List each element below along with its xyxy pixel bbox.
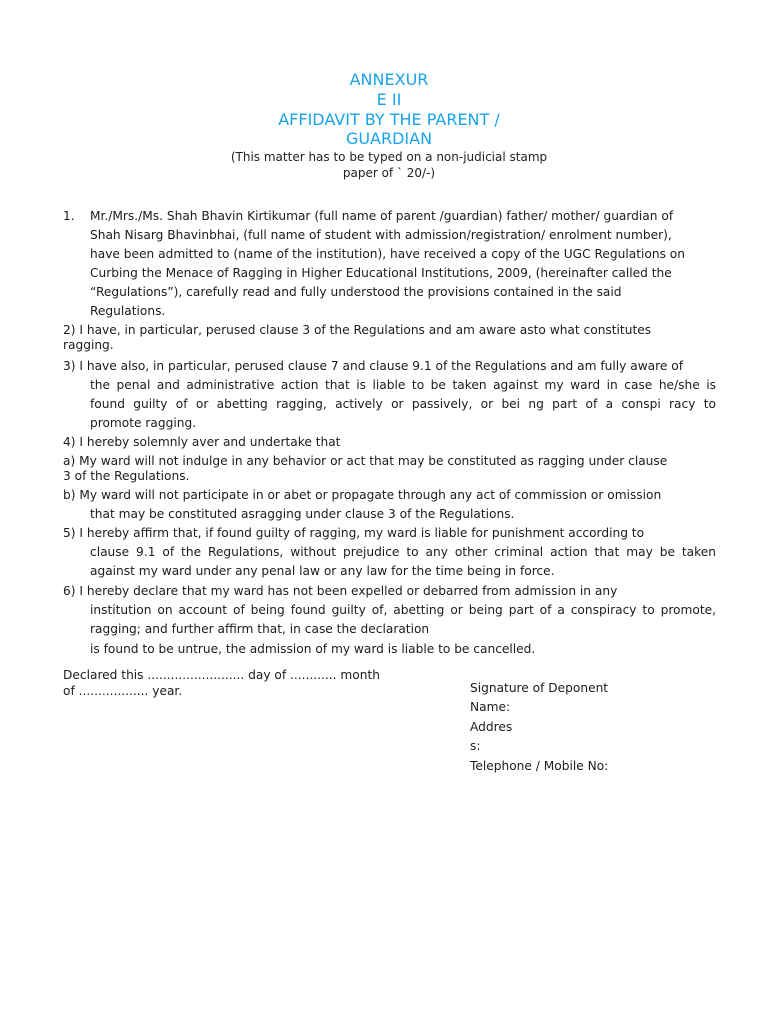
- annexure-title-line1: ANNEXUR: [349, 70, 429, 89]
- para6-line: ragging; and further affirm that, in case the declaration: [90, 622, 430, 636]
- para2-line2: ragging.: [63, 338, 114, 352]
- declared-line1: Declared this ......................... day of ............ month: [63, 668, 380, 682]
- para6-line1: 6) I hereby declare that my ward has not been expelled or debarred from admission in any: [63, 584, 618, 598]
- para1-line: Shah Nisarg Bhavinbhai, (full name of student with admission/registration/ enrolment number),: [90, 228, 672, 242]
- para1-line: have been admitted to (name of the institution), have received a copy of the UGC Regulations on: [90, 247, 685, 261]
- para1-line: “Regulations”), carefully read and fully understood the provisions contained in the said: [90, 285, 622, 299]
- para2-line1: 2) I have, in particular, perused clause 3 of the Regulations and am aware asto what constitutes: [63, 323, 652, 337]
- address-field-label-part1: Addres: [470, 720, 513, 734]
- para1-line: Mr./Mrs./Ms. Shah Bhavin Kirtikumar (full name of parent /guardian) father/ mother/ guardian of: [90, 209, 674, 223]
- para5-line: clause 9.1 of the Regulations, without prejudice to any other criminal action that may be taken: [90, 545, 716, 559]
- para4-line1: 4) I hereby solemnly aver and undertake that: [63, 435, 341, 449]
- para3-line: promote ragging.: [90, 416, 197, 430]
- para6-line: institution on account of being found guilty of, abetting or being part of a conspiracy to promote,: [90, 603, 716, 617]
- para-b-line1: b) My ward will not participate in or abet or propagate through any act of commission or omission: [63, 488, 662, 502]
- para-a-line1: a) My ward will not indulge in any behavior or act that may be constituted as ragging under clause: [63, 454, 668, 468]
- affidavit-title-line2: GUARDIAN: [345, 129, 433, 148]
- stamp-note-line2: paper of ` 20/-): [342, 166, 436, 180]
- name-field-label: Name:: [470, 700, 511, 714]
- para-a-line2: 3 of the Regulations.: [63, 469, 190, 483]
- para5-line1: 5) I hereby affirm that, if found guilty of ragging, my ward is liable for punishment according to: [63, 526, 645, 540]
- affidavit-title-line1: AFFIDAVIT BY THE PARENT /: [278, 110, 500, 129]
- stamp-note-line1: (This matter has to be typed on a non-judicial stamp: [230, 150, 548, 164]
- telephone-field-label: Telephone / Mobile No:: [470, 759, 609, 773]
- para3-line1: 3) I have also, in particular, perused clause 7 and clause 9.1 of the Regulations and am fully aware of: [63, 359, 684, 373]
- para-b-line2: that may be constituted asragging under clause 3 of the Regulations.: [90, 507, 515, 521]
- para3-line: the penal and administrative action that is liable to be taken against my ward in case he/she is: [90, 378, 716, 392]
- para1-line: Regulations.: [90, 304, 166, 318]
- para1-marker: 1.: [63, 209, 75, 223]
- para6-line: is found to be untrue, the admission of my ward is liable to be cancelled.: [90, 642, 536, 656]
- declared-line2: of .................. year.: [63, 684, 183, 698]
- signature-of-deponent: Signature of Deponent: [470, 681, 609, 695]
- para3-line: found guilty of or abetting ragging, actively or passively, or bei ng part of a conspi racy to: [90, 397, 716, 411]
- annexure-title-line2: E II: [376, 90, 402, 109]
- para5-line: against my ward under any penal law or any law for the time being in force.: [90, 564, 555, 578]
- para1-line: Curbing the Menace of Ragging in Higher Educational Institutions, 2009, (hereinafter called the: [90, 266, 672, 280]
- address-field-label-part2: s:: [470, 739, 481, 753]
